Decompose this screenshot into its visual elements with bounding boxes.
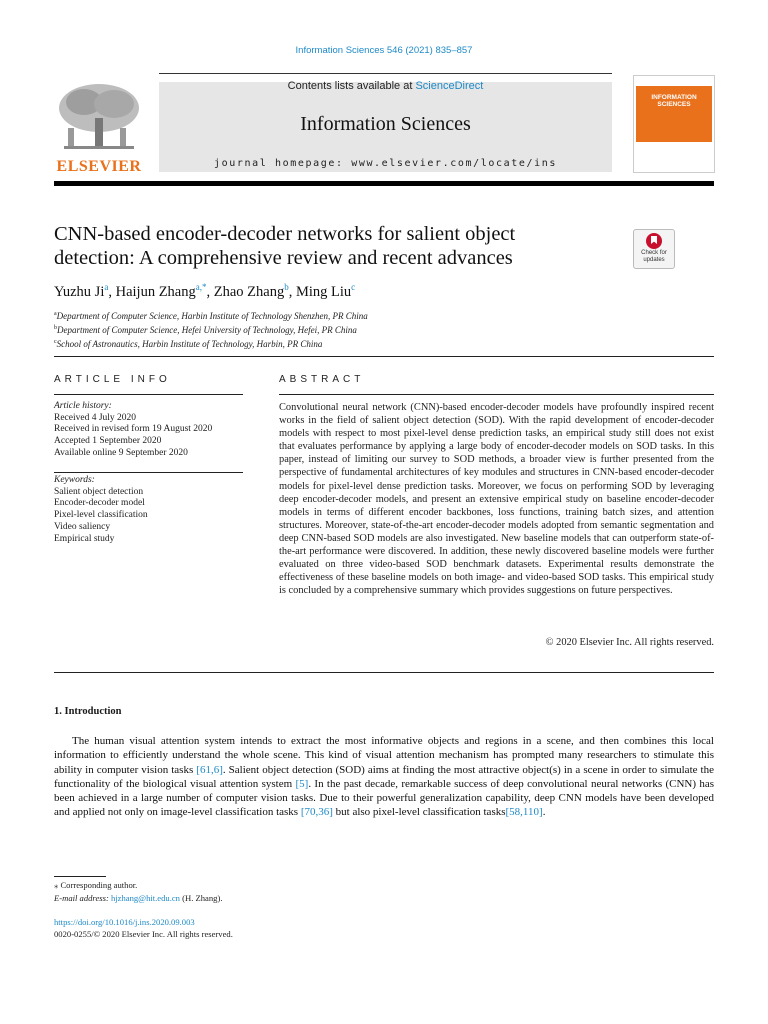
doi-block	[54, 916, 233, 940]
contents-prefix: Contents lists available at	[287, 80, 416, 92]
intro-text-run: but also pixel-level classification tasks	[332, 806, 506, 819]
section-rule	[54, 356, 714, 357]
author-name[interactable]: Ming Liu	[295, 283, 352, 300]
email-label: E-mail address:	[54, 893, 111, 903]
info-rule	[54, 472, 243, 473]
info-rule	[54, 394, 243, 395]
email-line	[54, 892, 222, 905]
journal-title: Information Sciences	[300, 113, 471, 135]
abstract-rule	[279, 394, 714, 395]
author-affil-sup[interactable]: a	[104, 282, 109, 292]
elsevier-logo	[54, 82, 144, 174]
citation-link[interactable]: [5]	[295, 777, 309, 790]
keyword-item: Pixel-level classification	[54, 510, 148, 521]
contents-line	[159, 80, 612, 92]
email-suffix: (H. Zhang).	[179, 893, 223, 903]
affil-marker: c	[54, 339, 57, 345]
keyword-item: Salient object detection	[54, 486, 144, 497]
intro-text-run: . In the past decade, remarkable success of deep convolutional neural networks (CNN) has been achieved in a large number of computer vision tasks. Due to their powerful generalization capability, deep CNN models have been developed and applied not only on image-level classification tasks	[54, 777, 714, 819]
article-title: CNN-based encoder-decoder networks for salient object detection: A comprehensive review and recent advances	[54, 223, 516, 269]
corresponding-author-note: ⁎ Corresponding author.	[54, 880, 138, 890]
intro-text-run: .	[542, 806, 546, 819]
abstract-heading: ABSTRACT	[279, 374, 365, 385]
author-affil-sup[interactable]: c	[351, 282, 356, 292]
author-separator: ,	[206, 283, 214, 300]
intro-text-run: The human visual attention system intends to extract the most informative objects and regions in a scene, and then combines this local information to efficiently understand the whole scene. This kind of visual attention mechanism has prompted many researchers to stimulate this ability in computer vision tasks	[54, 735, 714, 776]
citation-link[interactable]: [61,6]	[196, 763, 223, 776]
citation-link[interactable]: [70,36]	[300, 806, 333, 819]
header-top-rule	[159, 73, 612, 74]
author-separator: ,	[288, 283, 296, 300]
history-item: Accepted 1 September 2020	[54, 436, 162, 447]
section-heading-introduction: 1. Introduction	[54, 706, 122, 717]
cover-title: INFORMATION SCIENCES	[651, 94, 697, 108]
sciencedirect-link[interactable]: ScienceDirect	[415, 80, 484, 92]
author-affil-sup[interactable]: b	[284, 282, 289, 292]
author-name[interactable]: Zhao Zhang	[213, 283, 285, 300]
author-separator: ,	[108, 283, 116, 300]
affil-text: Department of Computer Science, Harbin Institute of Technology Shenzhen, PR China	[56, 311, 368, 321]
keyword-item: Empirical study	[54, 533, 115, 544]
header-thick-rule	[54, 181, 714, 186]
issn-line: 0020-0255/© 2020 Elsevier Inc. All rights reserved.	[54, 929, 233, 939]
history-item: Received 4 July 2020	[54, 412, 137, 423]
affil-text: Department of Computer Science, Hefei University of Technology, Hefei, PR China	[57, 325, 357, 335]
keywords-label: Keywords:	[54, 475, 95, 485]
affil-marker: a	[54, 311, 57, 317]
article-history	[54, 401, 212, 460]
author-name[interactable]: Haijun Zhang	[115, 283, 196, 300]
journal-homepage[interactable]: journal homepage: www.elsevier.com/locate/ins	[214, 158, 557, 169]
history-label: Article history:	[54, 401, 112, 411]
affil-marker: b	[54, 325, 57, 331]
affiliation-item	[54, 336, 368, 350]
abstract-copyright: © 2020 Elsevier Inc. All rights reserved.	[545, 637, 714, 648]
affil-text: School of Astronautics, Harbin Institute of Technology, Harbin, PR China	[56, 339, 323, 349]
author-affil-sup[interactable]: a,*	[195, 282, 207, 292]
history-item: Received in revised form 19 August 2020	[54, 424, 213, 435]
affiliation-item	[54, 322, 368, 336]
citation-link[interactable]: [58,110]	[505, 806, 543, 819]
author-list	[54, 282, 355, 301]
intro-text-run: . Salient object detection (SOD) aims at finding the most attractive object(s) in a scene in order to simulate the functionality of the biological visual attention system	[54, 763, 714, 790]
journal-cover-image	[633, 75, 715, 173]
keywords	[54, 475, 148, 545]
doi-link[interactable]: https://doi.org/10.1016/j.ins.2020.09.003	[54, 917, 195, 927]
affiliation-item	[54, 308, 368, 322]
section-rule	[54, 672, 714, 673]
elsevier-tree-icon	[54, 82, 144, 152]
email-link[interactable]: hjzhang@hit.edu.cn	[110, 893, 180, 903]
footnote	[54, 879, 222, 905]
intro-paragraph	[54, 734, 714, 820]
keyword-item: Encoder-decoder model	[54, 498, 145, 509]
check-updates-label: Check for updates	[641, 250, 667, 263]
author-name[interactable]: Yuzhu Ji	[54, 283, 105, 300]
footnote-rule	[54, 876, 106, 877]
keyword-item: Video saliency	[54, 521, 111, 532]
article-info-heading: ARTICLE INFO	[54, 374, 171, 385]
history-item: Available online 9 September 2020	[54, 447, 188, 458]
journal-citation[interactable]: Information Sciences 546 (2021) 835–857	[295, 45, 473, 56]
affiliations	[54, 308, 368, 350]
abstract-text: Convolutional neural network (CNN)-based encoder-decoder models have profoundly inspired recent works in the field of salient object detection (SOD). With the rapid development of encoder-decoder models with respect to most pixel-level dense prediction tasks, an empirical study still does not exist that evaluates performance by applying a large body of encoder-decoder models on SOD tasks. In this paper, instead of limiting our survey to SOD methods, a broader view is further presented from the perspective of fundamental architectures of key modules and structures in CNN-based encoder-decoder models for pixel-level dense prediction tasks. Moreover, we focus on performing SOD by leveraging deep encoder-decoder models, and present an extensive empirical study on baseline encoder-decoder models in terms of different encoder backbones, loss functions, training batch sizes, and attention structures. Moreover, state-of-the-art encoder-decoder models adopted from semantic segmentation and deep CNN-based SOD models are also investigated. New baseline models that can outperform state-of-the-art performance were discovered. In addition, these newly discovered baseline models were further evaluated on three video-based SOD benchmark datasets. Experimental results demonstrate the effectiveness of these baseline models on both image- and video-based SOD tasks. This empirical study is concluded by a comprehensive summary which provides suggestions on future perspectives.	[279, 402, 714, 597]
check-for-updates-button[interactable]	[633, 229, 675, 269]
bookmark-icon	[646, 233, 662, 249]
publisher-name: ELSEVIER	[56, 158, 142, 175]
